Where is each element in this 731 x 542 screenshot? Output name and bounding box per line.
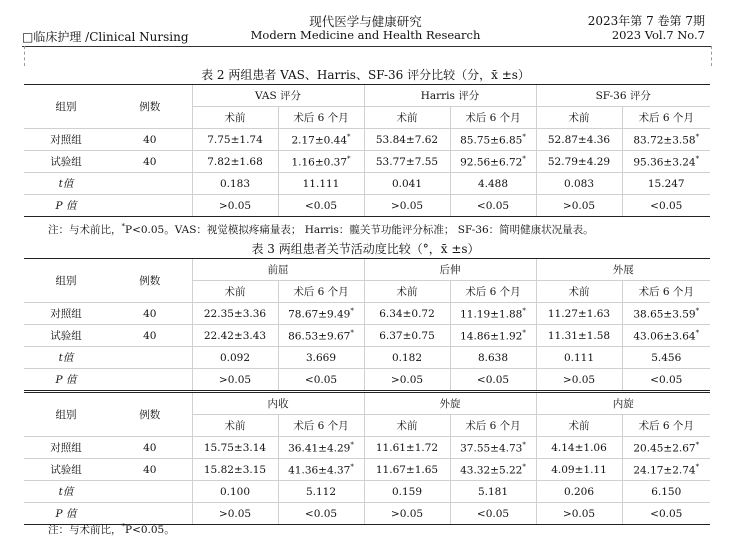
table-cell: 22.42±3.43 xyxy=(192,325,278,347)
table2-note: 注：与术前比，*P<0.05。VAS：视觉模拟疼痛量表； Harris：髋关节功能评分标准； SF-36：简明健康状况量表。 xyxy=(48,222,594,236)
table-cell: 5.181 xyxy=(450,481,536,503)
table-cell: 41.36±4.37* xyxy=(278,459,364,481)
table-cell: 11.19±1.88* xyxy=(450,303,536,325)
table-cell: 5.456 xyxy=(622,347,710,369)
col-extension: 后伸 xyxy=(364,259,536,281)
table-cell: 0.206 xyxy=(536,481,622,503)
table-cell: >0.05 xyxy=(364,369,450,391)
sub-post: 术后 6 个月 xyxy=(278,415,364,437)
row-label: t值 xyxy=(24,173,108,195)
row-n: 40 xyxy=(108,459,192,481)
sub-pre: 术前 xyxy=(536,281,622,303)
table-cell: 5.112 xyxy=(278,481,364,503)
table-cell: <0.05 xyxy=(278,195,364,217)
table-cell: 8.638 xyxy=(450,347,536,369)
table-cell: 3.669 xyxy=(278,347,364,369)
table-row xyxy=(24,347,710,369)
table-cell: 52.87±4.36 xyxy=(536,129,622,151)
table-cell: 1.16±0.37* xyxy=(278,151,364,173)
table-cell: 11.27±1.63 xyxy=(536,303,622,325)
table-cell: 0.041 xyxy=(364,173,450,195)
table-cell: 7.82±1.68 xyxy=(192,151,278,173)
sub-pre: 术前 xyxy=(364,415,450,437)
table3-header-row xyxy=(24,259,710,281)
journal-title-en: Modern Medicine and Health Research xyxy=(250,28,481,42)
table3-body2 xyxy=(24,437,710,525)
sub-post: 术后 6 个月 xyxy=(278,281,364,303)
row-label: P 值 xyxy=(24,369,108,391)
table-cell: <0.05 xyxy=(450,369,536,391)
sub-post: 术后 6 个月 xyxy=(622,415,710,437)
sub-pre: 术前 xyxy=(364,281,450,303)
table-cell: >0.05 xyxy=(192,503,278,525)
row-label: 试验组 xyxy=(24,151,108,173)
sub-pre: 术前 xyxy=(364,107,450,129)
row-label: P 值 xyxy=(24,503,108,525)
table-cell: 43.06±3.64* xyxy=(622,325,710,347)
row-n: 40 xyxy=(108,437,192,459)
col-group: 组别 xyxy=(24,393,108,437)
table-row xyxy=(24,481,710,503)
row-label: 对照组 xyxy=(24,303,108,325)
table-cell: 0.092 xyxy=(192,347,278,369)
row-label: 对照组 xyxy=(24,129,108,151)
table-cell: 78.67±9.49* xyxy=(278,303,364,325)
table-cell: >0.05 xyxy=(192,369,278,391)
table-cell: 85.75±6.85* xyxy=(450,129,536,151)
margin-guide-right xyxy=(711,46,712,66)
table2 xyxy=(24,84,710,217)
table-cell: 4.14±1.06 xyxy=(536,437,622,459)
table-cell: 6.37±0.75 xyxy=(364,325,450,347)
row-label: t值 xyxy=(24,347,108,369)
table-cell: 11.111 xyxy=(278,173,364,195)
table-cell: 11.61±1.72 xyxy=(364,437,450,459)
table-cell: >0.05 xyxy=(536,503,622,525)
table-cell: 0.111 xyxy=(536,347,622,369)
table-cell: 38.65±3.59* xyxy=(622,303,710,325)
sub-pre: 术前 xyxy=(192,415,278,437)
row-n xyxy=(108,481,192,503)
journal-title-cn: 现代医学与健康研究 xyxy=(309,14,422,29)
table-cell: 52.79±4.29 xyxy=(536,151,622,173)
table-cell: 15.82±3.15 xyxy=(192,459,278,481)
table-cell: <0.05 xyxy=(450,503,536,525)
table-cell: 4.488 xyxy=(450,173,536,195)
row-n xyxy=(108,347,192,369)
col-n: 例数 xyxy=(108,393,192,437)
issue-cn: 2023年第 7 卷第 7期 xyxy=(587,14,705,28)
table-cell: 6.150 xyxy=(622,481,710,503)
table-cell: 83.72±3.58* xyxy=(622,129,710,151)
table-cell: 20.45±2.67* xyxy=(622,437,710,459)
table-cell: 0.100 xyxy=(192,481,278,503)
table-cell: >0.05 xyxy=(364,503,450,525)
table-cell: 7.75±1.74 xyxy=(192,129,278,151)
table-cell: >0.05 xyxy=(364,195,450,217)
row-label: P 值 xyxy=(24,195,108,217)
row-n: 40 xyxy=(108,303,192,325)
table-row xyxy=(24,129,710,151)
sub-pre: 术前 xyxy=(536,107,622,129)
sub-post: 术后 6 个月 xyxy=(450,107,536,129)
table-cell: 4.09±1.11 xyxy=(536,459,622,481)
table-cell: 24.17±2.74* xyxy=(622,459,710,481)
table-cell: <0.05 xyxy=(622,503,710,525)
sub-pre: 术前 xyxy=(192,281,278,303)
sub-pre: 术前 xyxy=(536,415,622,437)
table-cell: >0.05 xyxy=(192,195,278,217)
col-group: 组别 xyxy=(24,259,108,303)
table-cell: <0.05 xyxy=(622,195,710,217)
table-cell: >0.05 xyxy=(536,195,622,217)
table-row xyxy=(24,369,710,391)
table2-caption: 表 2 两组患者 VAS、Harris、SF-36 评分比较（分，x̄ ±s） xyxy=(201,68,530,82)
row-label: t值 xyxy=(24,481,108,503)
table-cell: 11.67±1.65 xyxy=(364,459,450,481)
row-n: 40 xyxy=(108,151,192,173)
col-sf36: SF-36 评分 xyxy=(536,85,710,107)
table-cell: <0.05 xyxy=(450,195,536,217)
row-n xyxy=(108,369,192,391)
table-cell: 37.55±4.73* xyxy=(450,437,536,459)
row-n: 40 xyxy=(108,129,192,151)
table3-part1 xyxy=(24,258,710,391)
table-row xyxy=(24,195,710,217)
table2-header-row xyxy=(24,85,710,107)
issue-en: 2023 Vol.7 No.7 xyxy=(611,28,705,42)
row-n xyxy=(108,173,192,195)
table-row xyxy=(24,437,710,459)
table-cell: 86.53±9.67* xyxy=(278,325,364,347)
col-vas: VAS 评分 xyxy=(192,85,364,107)
page-header xyxy=(0,0,731,46)
table-cell: 6.34±0.72 xyxy=(364,303,450,325)
row-label: 对照组 xyxy=(24,437,108,459)
table-cell: 11.31±1.58 xyxy=(536,325,622,347)
table-row xyxy=(24,303,710,325)
table-cell: 0.182 xyxy=(364,347,450,369)
table-cell: 0.159 xyxy=(364,481,450,503)
sub-post: 术后 6 个月 xyxy=(622,281,710,303)
sub-post: 术后 6 个月 xyxy=(278,107,364,129)
table-cell: 2.17±0.44* xyxy=(278,129,364,151)
table-row xyxy=(24,459,710,481)
table-cell: 92.56±6.72* xyxy=(450,151,536,173)
col-internal-rotation: 内旋 xyxy=(536,393,710,415)
table-cell: <0.05 xyxy=(278,503,364,525)
col-flexion: 前屈 xyxy=(192,259,364,281)
col-n: 例数 xyxy=(108,85,192,129)
table3-part2 xyxy=(24,392,710,525)
table-cell: 95.36±3.24* xyxy=(622,151,710,173)
table-cell: 22.35±3.36 xyxy=(192,303,278,325)
sub-post: 术后 6 个月 xyxy=(622,107,710,129)
table-cell: 15.75±3.14 xyxy=(192,437,278,459)
table-cell: 53.84±7.62 xyxy=(364,129,450,151)
table-cell: 14.86±1.92* xyxy=(450,325,536,347)
row-label: 试验组 xyxy=(24,325,108,347)
col-n: 例数 xyxy=(108,259,192,303)
table-row xyxy=(24,325,710,347)
table-cell: 0.183 xyxy=(192,173,278,195)
table3-caption: 表 3 两组患者关节活动度比较（°，x̄ ±s） xyxy=(251,242,480,256)
table2-body xyxy=(24,129,710,217)
table-row xyxy=(24,173,710,195)
table3-note: 注：与术前比，*P<0.05。 xyxy=(48,522,175,536)
row-n xyxy=(108,195,192,217)
table-cell: 15.247 xyxy=(622,173,710,195)
table-cell: 43.32±5.22* xyxy=(450,459,536,481)
margin-guide-left xyxy=(24,46,25,66)
table-cell: <0.05 xyxy=(622,369,710,391)
table3-body1 xyxy=(24,303,710,391)
row-n: 40 xyxy=(108,325,192,347)
table-cell: <0.05 xyxy=(278,369,364,391)
col-external-rotation: 外旋 xyxy=(364,393,536,415)
row-label: 试验组 xyxy=(24,459,108,481)
col-group: 组别 xyxy=(24,85,108,129)
table-cell: 0.083 xyxy=(536,173,622,195)
table-row xyxy=(24,151,710,173)
section-label: □临床护理 /Clinical Nursing xyxy=(22,30,189,44)
table-cell: >0.05 xyxy=(536,369,622,391)
sub-pre: 术前 xyxy=(192,107,278,129)
col-abduction: 外展 xyxy=(536,259,710,281)
col-adduction: 内收 xyxy=(192,393,364,415)
header-rule xyxy=(22,46,712,47)
table-cell: 36.41±4.29* xyxy=(278,437,364,459)
table3-header-row2 xyxy=(24,393,710,415)
table-cell: 53.77±7.55 xyxy=(364,151,450,173)
sub-post: 术后 6 个月 xyxy=(450,415,536,437)
sub-post: 术后 6 个月 xyxy=(450,281,536,303)
col-harris: Harris 评分 xyxy=(364,85,536,107)
